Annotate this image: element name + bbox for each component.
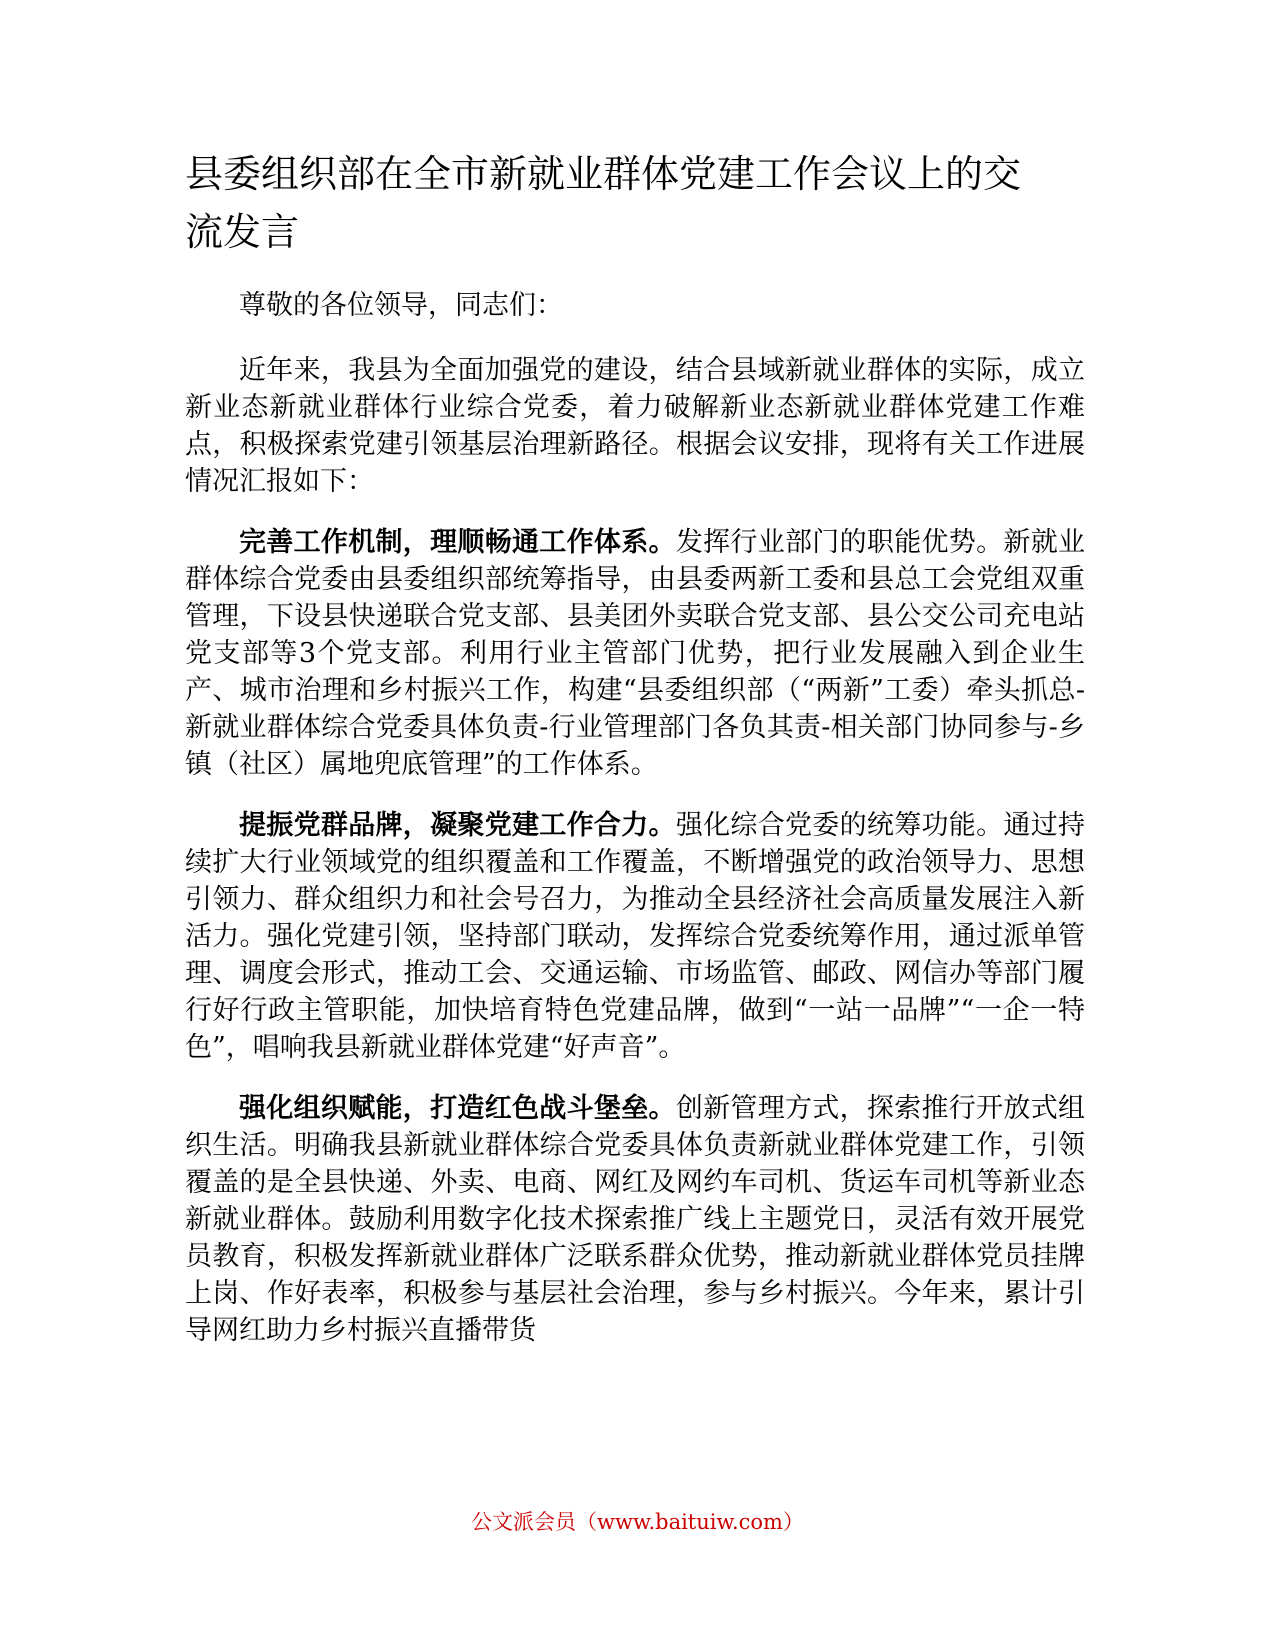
document-page [185,145,1085,1373]
section-paragraph-2 [185,807,1085,1066]
page-title: 县委组织部在全市新就业群体党建工作会议上的交流发言 [185,152,1022,254]
greeting: 尊敬的各位领导，同志们： [239,290,563,321]
section-body-2: 强化综合党委的统筹功能。通过持续扩大行业领域党的组织覆盖和工作覆盖，不断增强党的政治领导力、思想引领力、群众组织力和社会号召力，为推动全县经济社会高质量发展注入新活力。强化党建引领，坚持部门联动，发挥综合党委统筹作用，通过派单管理、调度会形式，推动工会、交通运输、市场监管、邮政、网信办等部门履行好行政主管职能，加快培育特色党建品牌，做到“一站一品牌”“一企一特色”，唱响我县新就业群体党建“好声音”。 [185,810,1086,1063]
section-paragraph-3 [185,1090,1085,1349]
section-lead-2: 提振党群品牌，凝聚党建工作合力。 [239,810,676,841]
footer-watermark: 公文派会员（www.baituiw.com） [471,1510,804,1534]
section-lead-3: 强化组织赋能，打造红色战斗堡垒。 [239,1093,676,1124]
section-lead-1: 完善工作机制，理顺畅通工作体系。 [239,527,676,558]
section-paragraph-1 [185,524,1085,783]
intro-paragraph: 近年来，我县为全面加强党的建设，结合县域新就业群体的实际，成立新业态新就业群体行业综合党委，着力破解新业态新就业群体党建工作难点，积极探索党建引领基层治理新路径。根据会议安排，现将有关工作进展情况汇报如下： [185,355,1085,497]
section-body-1: 发挥行业部门的职能优势。新就业群体综合党委由县委组织部统筹指导，由县委两新工委和县总工会党组双重管理，下设县快递联合党支部、县美团外卖联合党支部、县公交公司充电站党支部等3个党支部。利用行业主管部门优势，把行业发展融入到企业生产、城市治理和乡村振兴工作，构建“县委组织部（“两新”工委）牵头抓总-新就业群体综合党委具体负责-行业管理部门各负其责-相关部门协同参与-乡镇（社区）属地兜底管理”的工作体系。 [185,527,1086,780]
section-body-3: 创新管理方式，探索推行开放式组织生活。明确我县新就业群体综合党委具体负责新就业群体党建工作，引领覆盖的是全县快递、外卖、电商、网红及网约车司机、货运车司机等新业态新就业群体。鼓励利用数字化技术探索推广线上主题党日，灵活有效开展党员教育，积极发挥新就业群体广泛联系群众优势，推动新就业群体党员挂牌上岗、作好表率，积极参与基层社会治理，参与乡村振兴。今年来，累计引导网红助力乡村振兴直播带货 [185,1093,1086,1346]
